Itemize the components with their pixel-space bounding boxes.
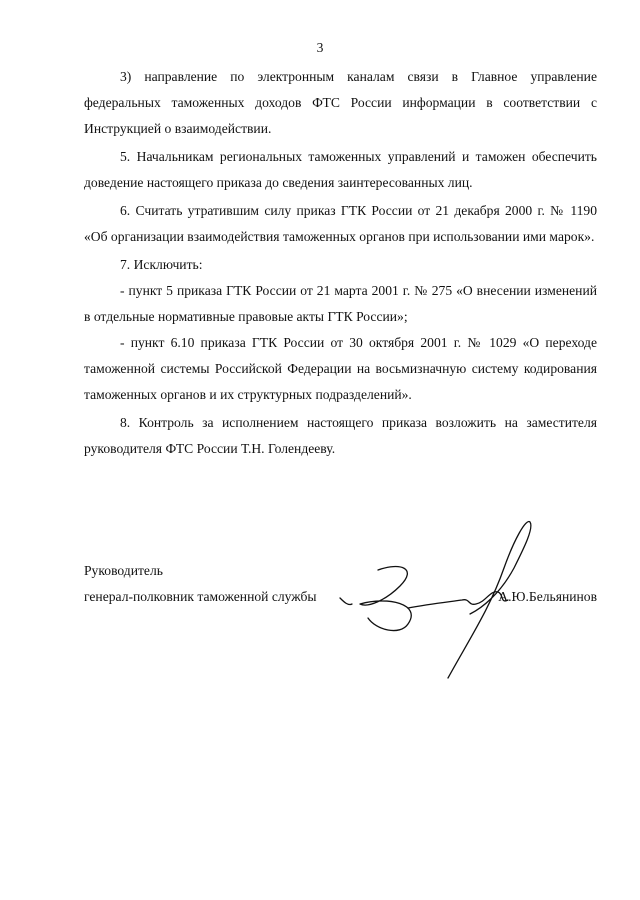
signatory-rank: генерал-полковник таможенной службы xyxy=(84,589,317,604)
page-number: 3 xyxy=(316,40,324,55)
signatory-position: Руководитель xyxy=(84,563,163,578)
paragraph-item-7: 7. Исключить: xyxy=(120,257,203,272)
paragraph-item-6: 6. Считать утратившим силу приказ ГТК России от 21 декабря 2000 г. № 1190 «Об организации взаимодействия таможенных органов при использовании ими марок». xyxy=(84,203,597,244)
paragraph-item-5: 5. Начальникам региональных таможенных управлений и таможен обеспечить доведение настоящего приказа до сведения заинтересованных лиц. xyxy=(84,149,597,190)
signatory-name: А.Ю.Бельянинов xyxy=(498,589,597,604)
document-body xyxy=(84,64,597,462)
paragraph-subitem-2: - пункт 6.10 приказа ГТК России от 30 октября 2001 г. № 1029 «О переходе таможенной системы Российской Федерации на восьмизначную систему кодирования таможенных органов и их структурных подразделений». xyxy=(84,335,597,402)
paragraph-item-8: 8. Контроль за исполнением настоящего приказа возложить на заместителя руководителя ФТС России Т.Н. Голендееву. xyxy=(84,415,597,456)
handwritten-signature-icon xyxy=(330,508,550,688)
paragraph-item-3: 3) направление по электронным каналам связи в Главное управление федеральных таможенных доходов ФТС России информации в соответствии с Инструкцией о взаимодействии. xyxy=(84,69,597,136)
paragraph-subitem-1: - пункт 5 приказа ГТК России от 21 марта 2001 г. № 275 «О внесении изменений в отдельные нормативные правовые акты ГТК России»; xyxy=(84,283,597,324)
